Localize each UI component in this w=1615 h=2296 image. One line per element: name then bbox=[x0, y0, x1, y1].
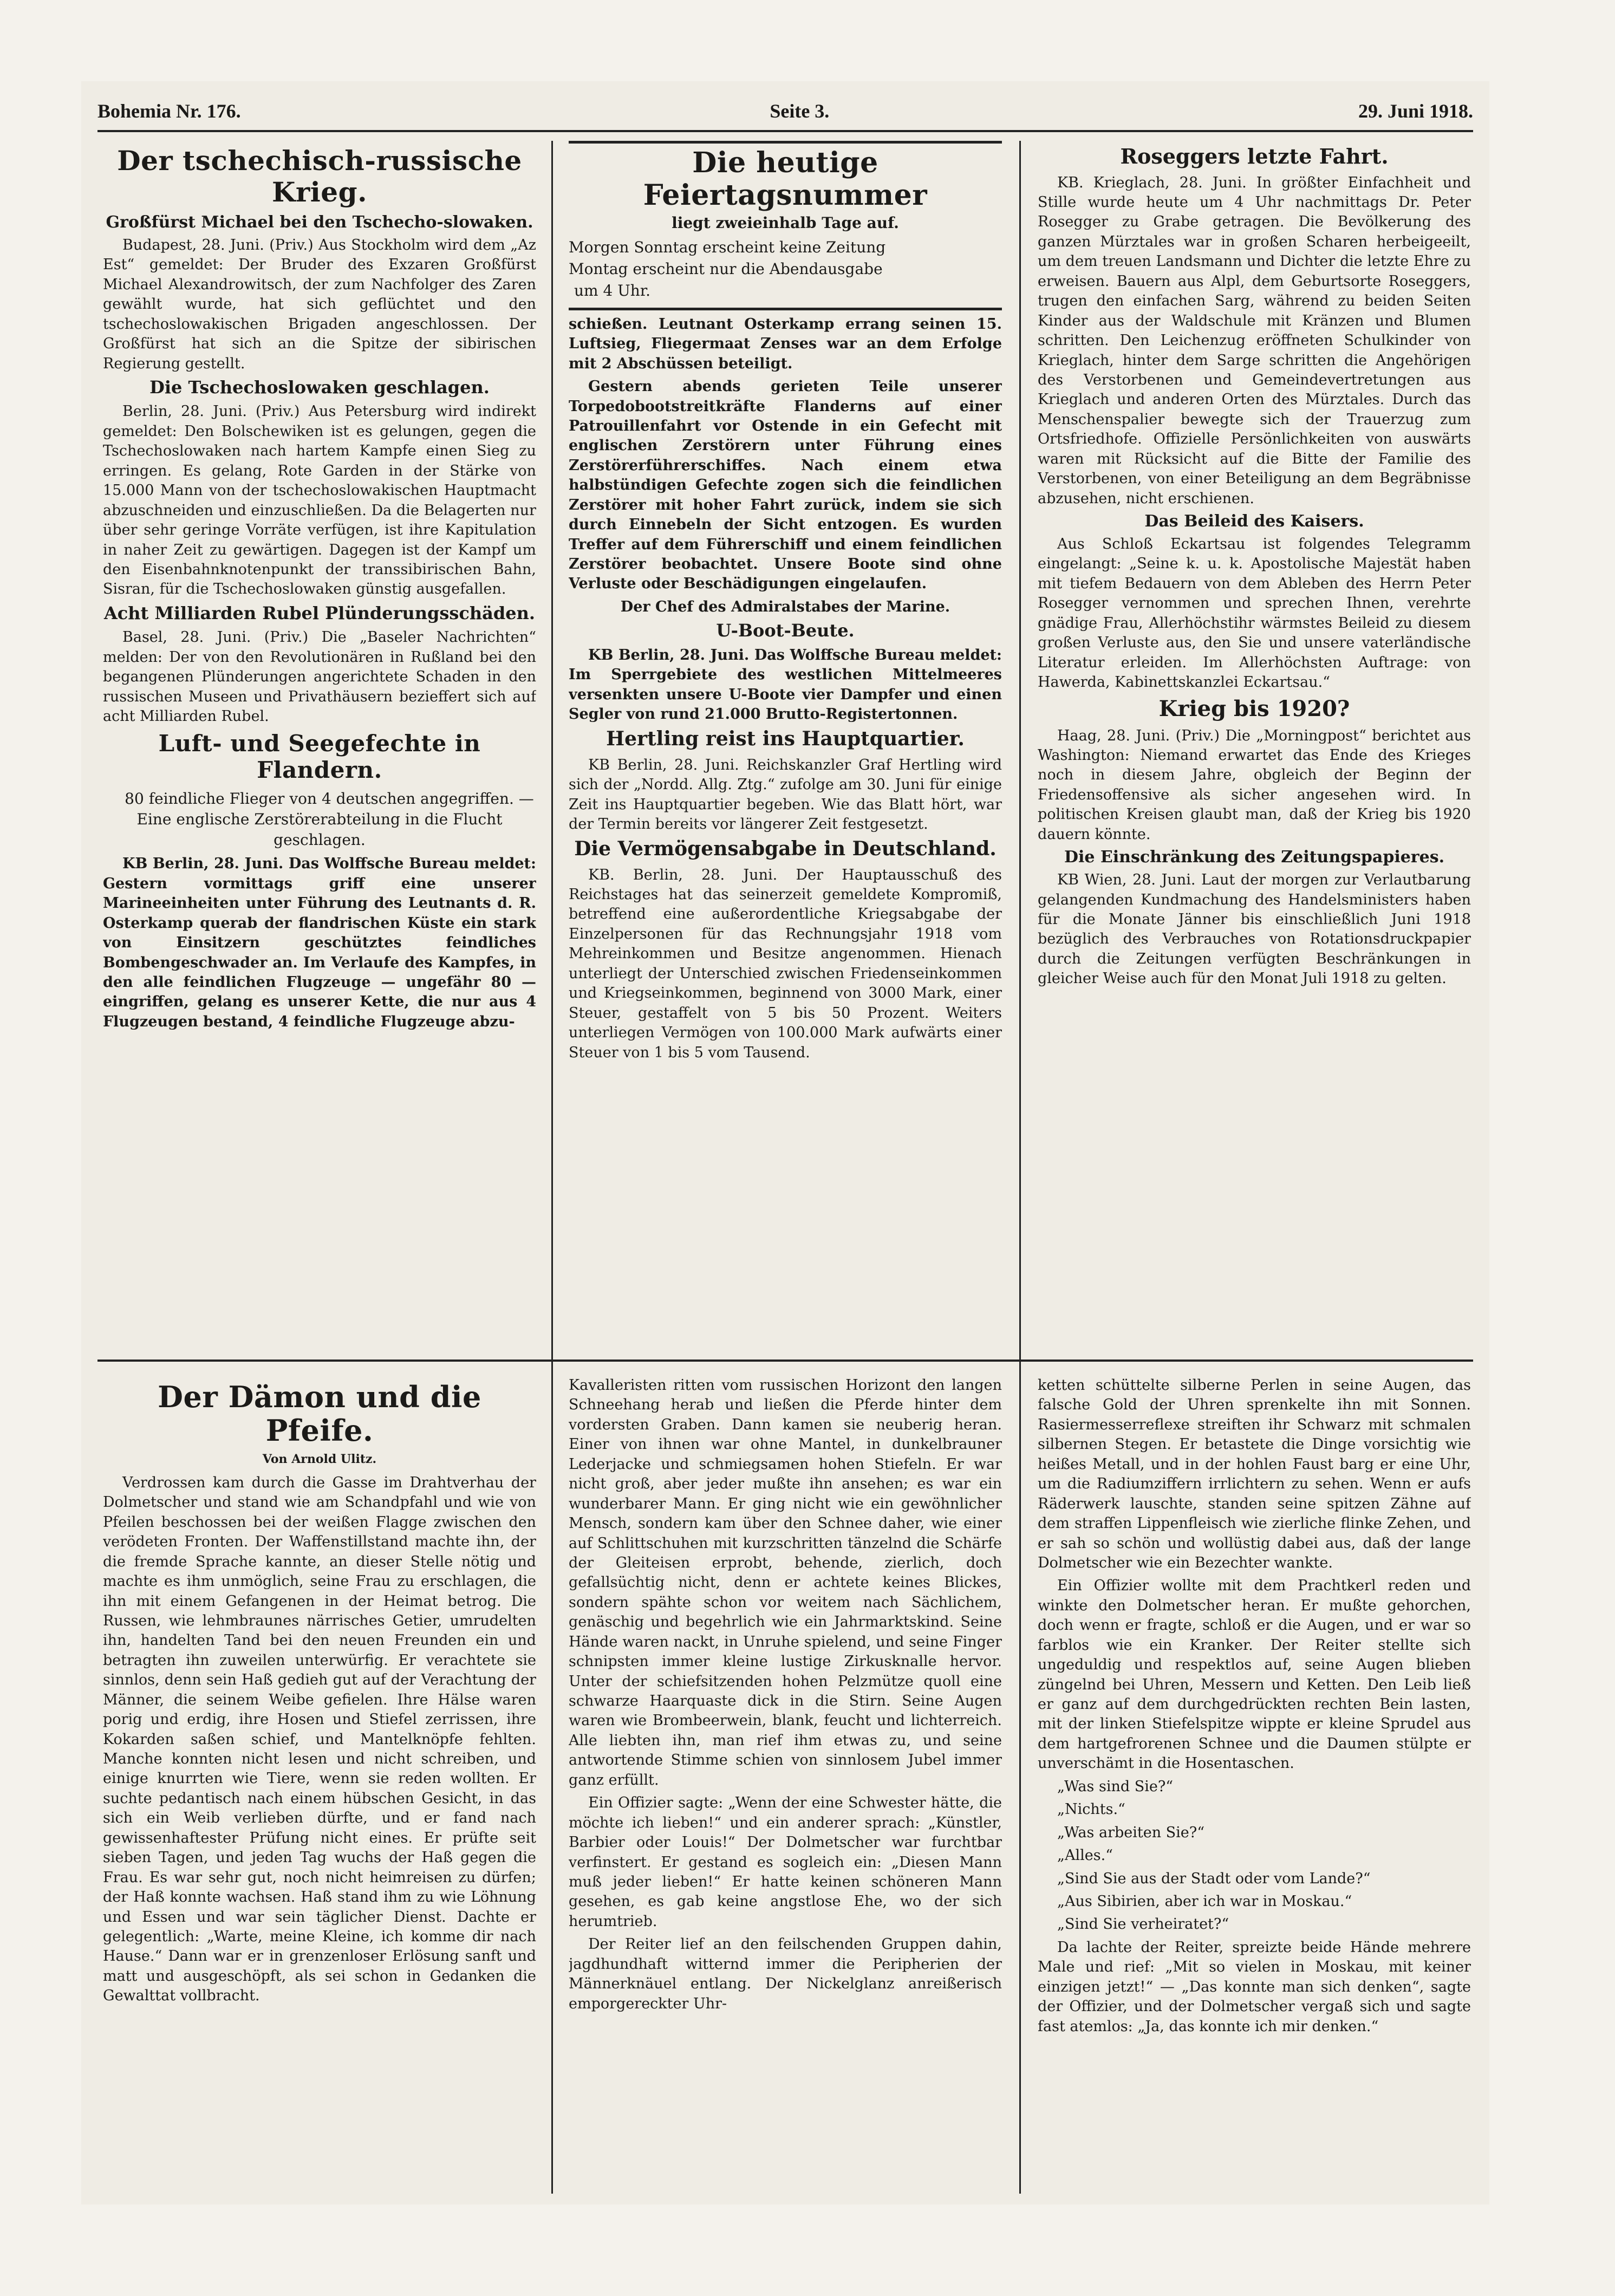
article-signature: Der Chef des Admiralstabes der Marine. bbox=[620, 598, 950, 615]
article-body: Aus Schloß Eckartsau ist folgendes Telegramm eingelangt: „Seine k. u. k. Apostolische Majestät haben mit tiefem Bedauern von dem Ableben des Herrn Peter Rosegger vernommen und sprechen Ihnen, verehrte gnädige Frau, Allerhöchstihr wärmstes Beileid zu diesem großen Verluste aus, den Sie und unsere vaterländische Literatur erleiden. Im Allerhöchsten Auftrage: von Hawerda, Kabinettskanzlei Eckartsau.“ bbox=[1038, 536, 1471, 691]
header-page-number: Seite 3. bbox=[770, 100, 830, 122]
notice-line: Montag erscheint nur die Abendausgabe bbox=[569, 260, 883, 278]
feuilleton-rule bbox=[97, 1360, 1473, 1362]
article-subtitle: 80 feindliche Flieger von 4 deutschen angegriffen. — Eine englische Zerstörerabteilung in die Flucht geschlagen. bbox=[125, 790, 534, 849]
notice-title: Die heutige Feiertagsnummer bbox=[643, 146, 928, 212]
dialogue-line: „Aus Sibirien, aber ich war in Moskau.“ bbox=[1057, 1892, 1352, 1910]
article-title: Acht Milliarden Rubel Plünderungsschäden. bbox=[103, 602, 536, 623]
article-subtitle: Großfürst Michael bei den Tschecho-slowaken. bbox=[106, 213, 533, 232]
feuilleton-body: ketten schüttelte silberne Perlen in seine Augen, das falsche Gold der Uhren sprenkelte ihn mit Sonnen. Rasiermesserreflexe streiften ihr Schwarz mit schmalen silbernen Stegen. Er betastete die Dinge vorsichtig wie heißes Metall, und in der hohlen Faust barg er eine Uhr, um die Radiumziffern irrlichtern zu sehen. Wenn er aufs Räderwerk lauschte, standen seine spitzen Zähne auf dem straffen Lippenfleisch wie zierliche flinke Zehen, und er sah so schön und wollüstig dabei aus, daß der lange Dolmetscher wie ein Bezechter wankte. bbox=[1038, 1377, 1471, 1571]
article-title: Krieg bis 1920? bbox=[1158, 695, 1350, 721]
article-body: KB Berlin, 28. Juni. Das Wolffsche Bureau meldet: Gestern vormittags griff eine unserer Marineeinheiten unter Führung des Leutnants d. R. Osterkamp querab der flandrischen Küste ein stark von Einsitzern geschütztes feindliches Bombengeschwader an. Im Verlaufe des Kampfes, in den alle feindlichen Flugzeuge — ungefähr 80 — eingriffen, gelang es unserer Kette, die nur aus 4 Flugzeugen bestand, 4 feindliche Flugzeuge abzu- bbox=[103, 855, 536, 1030]
article-title: Hertling reist ins Hauptquartier. bbox=[606, 727, 965, 751]
article-body: Basel, 28. Juni. (Priv.) Die „Baseler Nachrichten“ melden: Der von den Revolutionären in Rußland bei den begangenen Plünderungen angerichtete Schaden in den russischen Museen und Privathäusern bezieffert sich auf acht Milliarden Rubel. bbox=[103, 629, 536, 725]
running-head bbox=[97, 92, 1473, 132]
column-3-news bbox=[1038, 141, 1471, 1354]
column-1-news bbox=[103, 141, 536, 1354]
newspaper-page bbox=[81, 81, 1489, 2204]
dialogue-line: „Nichts.“ bbox=[1057, 1801, 1125, 1818]
header-date: 29. Juni 1918. bbox=[1358, 100, 1473, 122]
feuilleton-body: Der Reiter lief an den feilschenden Gruppen dahin, jagdhundhaft witternd immer die Peripherien der Männerknäuel entlang. Der Nickelglanz anreißerisch emporgereckter Uhr- bbox=[569, 1936, 1002, 2012]
notice-subtitle: liegt zweieinhalb Tage auf. bbox=[672, 213, 899, 232]
article-title: Luft- und Seegefechte in Flandern. bbox=[158, 730, 481, 783]
article-title: Roseggers letzte Fahrt. bbox=[1120, 144, 1389, 168]
column-rule-left bbox=[551, 141, 553, 2194]
feuilleton-byline: Von Arnold Ulitz. bbox=[262, 1452, 377, 1467]
feuilleton-column-1 bbox=[103, 1376, 536, 2188]
article-body: KB Wien, 28. Juni. Laut der morgen zur Verlautbarung gelangenden Kundmachung des Handelsministers haben für die Monate Jänner bis einschließlich Juni 1918 bezüglich des Verbrauches von Rotationsdruckpapier durch die Zeitungen verfügten Beschränkungen in gleicher Weise auch für den Monat Juli 1918 zu gelten. bbox=[1038, 871, 1471, 987]
feuilleton-body: Ein Offizier wollte mit dem Prachtkerl reden und winkte den Dolmetscher heran. Er mußte gehorchen, doch wenn er fragte, schloß er die Augen, und er war so farblos wie ein Kranker. Der Reiter stellte sich ungeduldig und respektlos auf, seine Augen blieben züngelnd bei Uhren, Messern und Ketten. Den Leib ließ er ganz auf dem durchgedrückten rechten Bein lasten, mit der linken Stiefelspitze wippte er kleine Sprudel aus dem hartgefrorenen Schnee und die Daumen stülpte er unverschämt in die Hosentaschen. bbox=[1038, 1577, 1471, 1772]
notice-line: Morgen Sonntag erscheint keine Zeitung bbox=[569, 238, 886, 257]
dialogue-line: „Was arbeiten Sie?“ bbox=[1057, 1824, 1205, 1841]
feuilleton-column-2 bbox=[569, 1376, 1002, 2188]
feuilleton-body: Da lachte der Reiter, spreizte beide Hände mehrere Male und rief: „Mit so vielen in Moskau, mit keiner einzigen jetzt!“ — „Das konnte man sich denken“, sagte der Offizier, und der Dolmetscher vergaß sich und sagte fast atemlos: „Ja, das konnte ich mir denken.“ bbox=[1038, 1939, 1471, 2035]
dialogue-line: „Sind Sie verheiratet?“ bbox=[1057, 1916, 1229, 1933]
article-body: Budapest, 28. Juni. (Priv.) Aus Stockholm wird dem „Az Est“ gemeldet: Der Bruder des Exzaren Großfürst Michael Alexandrowitsch, der zum Nachfolger des Zaren gewählt wurde, hat sich geflüchtet und den tschechoslowakischen Brigaden angeschlossen. Der Großfürst hat sich an die Spitze der sibirischen Regierung gestellt. bbox=[103, 237, 536, 372]
dialogue-line: „Sind Sie aus der Stadt oder vom Lande?“ bbox=[1057, 1870, 1371, 1887]
article-title: Das Beileid des Kaisers. bbox=[1144, 512, 1364, 531]
article-body: KB Berlin, 28. Juni. Das Wolffsche Bureau meldet: Im Sperrgebiete des westlichen Mittelmeeres versenkten unsere U-Boote vier Dampfer und einen Segler von rund 21.000 Brutto-Registertonnen. bbox=[569, 646, 1002, 723]
article-body: KB Berlin, 28. Juni. Reichskanzler Graf Hertling wird sich der „Nordd. Allg. Ztg.“ zufolge am 30. Juni für einige Zeit ins Hauptquartier begeben. Wie das Blatt hört, war der Termin bereits vor längerer Zeit festgesetzt. bbox=[569, 756, 1002, 832]
dialogue-line: „Was sind Sie?“ bbox=[1057, 1778, 1174, 1795]
column-2-news bbox=[569, 141, 1002, 1354]
article-body: schießen. Leutnant Osterkamp errang seinen 15. Luftsieg, Fliegermaat Zenses war an dem Erfolge mit 2 Abschüssen beteiligt. bbox=[569, 315, 1002, 372]
article-body: KB. Berlin, 28. Juni. Der Hauptausschuß des Reichstages hat das seinerzeit gemeldete Kompromiß, betreffend eine außerordentliche Kriegsabgabe der Einzelpersonen für das Rechnungsjahr 1918 vom Mehreinkommen und Besitze angenommen. Hienach unterliegt der Unterschied zwischen Friedenseinkommen und Kriegseinkommen, beginnend von 3000 Mark, einer Steuer, gestaffelt von 5 bis 50 Prozent. Weiters unterliegen Vermögen von 100.000 Mark aufwärts einer Steuer von 1 bis 5 vom Tausend. bbox=[569, 866, 1002, 1061]
article-title: Die Einschränkung des Zeitungspapieres. bbox=[1064, 848, 1445, 867]
article-body: KB. Krieglach, 28. Juni. In größter Einfachheit und Stille wurde heute um 4 Uhr nachmittags Dr. Peter Rosegger zu Grabe getragen. Die Bevölkerung des ganzen Mürztales war in großen Scharen herbeigeeilt, um dem treuen Landsmann und Dichter die letzte Ehre zu erweisen. Bauern aus Alpl, dem Geburtsorte Roseggers, trugen den einfachen Sarg, während zu beiden Seiten Kinder aus der Waldschule mit Kränzen und Blumen schritten. Den Leichenzug eröffneten Schulkinder von Krieglach, hinter dem Sarge schritten die Angehörigen des Verstorbenen und Gemeindevertretungen aus Krieglach und anderen Orten des Mürztales. Durch das Menschenspalier bewegte sich der Trauerzug zum Ortsfriedhofe. Offizielle Persönlichkeiten von auswärts waren mit Rücksicht auf die Bitte der Familie des Verstorbenen, von einer Beteiligung an dem Begräbnisse abzusehen, nicht erschienen. bbox=[1038, 174, 1471, 507]
holiday-notice-box bbox=[569, 141, 1002, 310]
feuilleton-column-3 bbox=[1038, 1376, 1471, 2188]
article-body: Berlin, 28. Juni. (Priv.) Aus Petersburg wird indirekt gemeldet: Den Bolschewiken ist es gelungen, gegen die Tschechoslowaken nach hartem Kampfe einen Sieg zu erringen. Es gelang, Rote Garden in der Stärke von 15.000 Mann von der tschechoslowakischen Hauptmacht abzuschneiden und einzuschließen. Da die Belagerten nur über sehr geringe Vorräte verfügen, ist ihre Kapitulation in naher Zeit zu gewärtigen. Dagegen ist der Kampf um den Eisenbahnknotenpunkt der transsibirischen Bahn, Sisran, für die Tschechoslowaken günstig ausgefallen. bbox=[103, 403, 536, 598]
feuilleton-body: Ein Offizier sagte: „Wenn der eine Schwester hätte, die möchte ich lieben!“ und ein anderer sprach: „Künstler, Barbier oder Louis!“ Der Dolmetscher war furchtbar verfinstert. Er gestand es sogleich ein: „Diesen Mann muß jeder lieben!“ Er hatte keinen schöneren Mann gesehen, es gab keine angstlose Ehe, wo der sich herumtrieb. bbox=[569, 1794, 1002, 1930]
article-title: Die Tschechoslowaken geschlagen. bbox=[149, 377, 490, 398]
notice-line: um 4 Uhr. bbox=[574, 281, 651, 300]
article-title: Die Vermögensabgabe in Deutschland. bbox=[574, 837, 997, 861]
article-body: Gestern abends gerieten Teile unserer Torpedobootstreitkräfte Flanderns auf einer Patrouillenfahrt vor Ostende in ein Gefecht mit englischen Zerstörern unter Führung eines Zerstörerführerschiffes. Nach einem etwa halbstündigen Gefechte zogen sich die feindlichen Zerstörer mit hoher Fahrt zurück, indem sie sich durch Einnebeln der Sicht entzogen. Es wurden Treffer auf dem Führerschiff und einem feindlichen Zerstörer beobachtet. Unsere Boote sind ohne Verluste oder Beschädigungen eingelaufen. bbox=[569, 378, 1002, 593]
header-issue: Bohemia Nr. 176. bbox=[97, 100, 241, 122]
article-title: Der tschechisch-russische Krieg. bbox=[117, 145, 522, 208]
column-rule-right bbox=[1019, 141, 1021, 2194]
article-title: U-Boot-Beute. bbox=[716, 620, 855, 641]
feuilleton-title: Der Dämon und die Pfeife. bbox=[158, 1380, 481, 1448]
feuilleton-body: Kavalleristen ritten vom russischen Horizont den langen Schneehang herab und ließen die Pferde hinter dem vordersten Graben. Dann kamen sie neuberig heran. Einer von ihnen war ohne Mantel, in dunkelbrauner Lederjacke und schmiegsamen hohen Stiefeln. Er war nicht groß, aber jeder mußte ihn ansehen; es war ein wunderbarer Mann. Er ging nicht wie ein gewöhnlicher Mensch, sondern kam über den Schnee daher, wie einer auf Schlittschuhen mit kurzschritten tänzelnd die Schärfe der Gleiteisen erprobt, behende, zierlich, doch gefallsüchtig nicht, denn er achtete keines Blickes, sondern spähte schon vor weitem nach Sächlichem, genäschig und begehrlich wie ein Jahrmarktskind. Seine Hände waren nackt, in Unruhe spielend, und seine Finger schnipsten immer kleine lustige Zirkusknalle hervor. Unter der schiefsitzenden hohen Pelzmütze quoll eine schwarze Haarquaste dick in die Stirn. Seine Augen waren wie Brombeerwein, blank, feucht und lichterreich. Alle liebten ihn, man rief ihm etwas zu, und seine antwortende Stimme schien von sinnlosem Jubel immer ganz erfüllt. bbox=[569, 1377, 1002, 1788]
dialogue-line: „Alles.“ bbox=[1057, 1847, 1113, 1864]
feuilleton-body: Verdrossen kam durch die Gasse im Drahtverhau der Dolmetscher und stand wie am Schandpfahl und wie von Pfeilen beschossen bei der weißen Flagge zwischen den verödeten Fronten. Der Waffenstillstand machte ihn, der die fremde Sprache kannte, an dieser Stelle nötig und machte es ihm unmöglich, seine Frau zu erschlagen, die ihn mit einem Gefangenen in der Heimat betrog. Die Russen, wie lehmbraunes närrisches Getier, umrudelten ihn, handelten Tand bei den neuen Freunden ein und betragten ihn zuweilen unterwürfig. Er verachtete sie sinnlos, denn sein Haß gedieh gut auf der Verachtung der Männer, die seinem Weibe gefielen. Ihre Hälse waren porig und erdig, ihre Hosen und Stiefel zerrissen, ihre Kokarden saßen schief, und Mantelknöpfe fehlten. Manche konnten nicht lesen und nicht schreiben, und einige knurrten wie Tiere, wenn sie reden wollten. Er suchte pedantisch nach einem hübschen Gesicht, in das sich ein Weib verlieben dürfte, und er fand nach gewissenhaftester Prüfung nicht eines. Er prüfte seit sieben Tagen, und jeden Tag wuchs der Haß gegen die Frau. Es war sehr gut, noch nicht heimreisen zu dürfen; der Haß konnte wachsen. Haß stand ihm zu wie Löhnung und Essen und war sein täglicher Dienst. Dachte er gelegentlich: „Warte, meine Kleine, ich komme dir nach Hause.“ Dann war er in grenzenloser Erlösung sanft und matt und ausgeschöpft, als sei schon in Gedanken die Gewalttat vollbracht. bbox=[103, 1474, 536, 2005]
article-body: Haag, 28. Juni. (Priv.) Die „Morningpost“ berichtet aus Washington: Niemand erwartet das Ende des Krieges noch in diesem Jahre, obgleich der Beginn der Friedensoffensive als sicher angesehen wird. In politischen Kreisen glaubt man, daß der Krieg bis 1920 dauern könnte. bbox=[1038, 727, 1471, 843]
